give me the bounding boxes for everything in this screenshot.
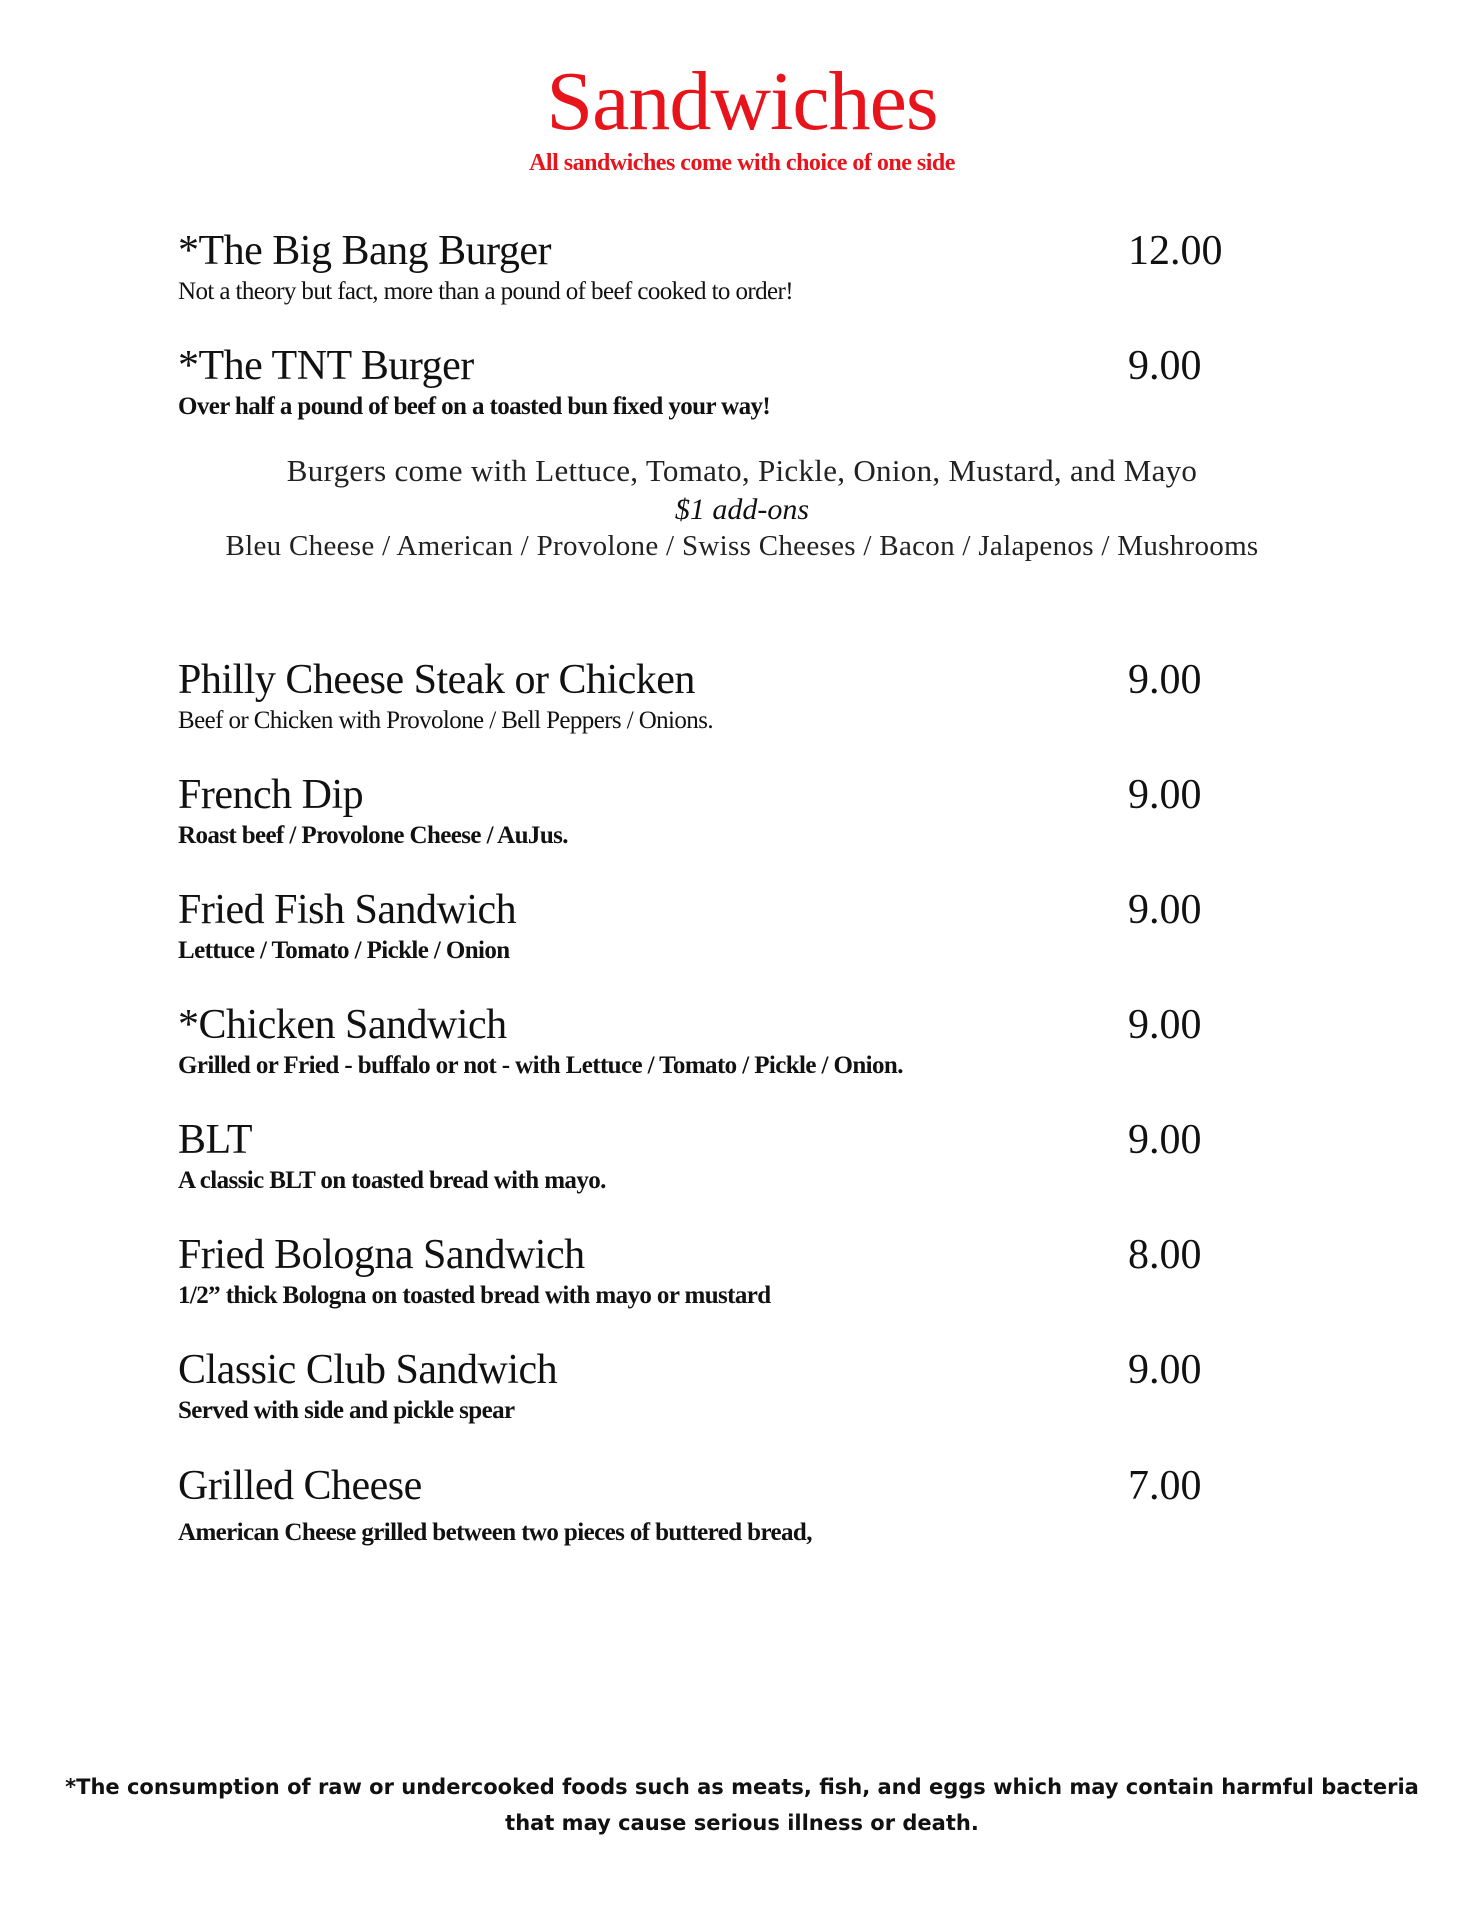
item-description: Not a theory but fact, more than a pound of beef cooked to order! (178, 278, 793, 306)
item-price: 9.00 (1128, 772, 1202, 818)
menu-item-fried-fish (178, 887, 1238, 968)
menu-item-fried-bologna (178, 1232, 1238, 1313)
menu-header (0, 55, 1484, 177)
item-name: Philly Cheese Steak or Chicken (178, 657, 695, 703)
item-name: *The Big Bang Burger (178, 228, 552, 274)
item-name: Fried Fish Sandwich (178, 887, 517, 933)
item-price: 12.00 (1128, 228, 1223, 274)
item-name: *Chicken Sandwich (178, 1002, 507, 1048)
item-price: 9.00 (1128, 1347, 1202, 1393)
page-title: Sandwiches (546, 55, 938, 148)
item-description: Over half a pound of beef on a toasted bun fixed your way! (178, 393, 771, 421)
item-name: BLT (178, 1117, 252, 1163)
item-description: Served with side and pickle spear (178, 1397, 515, 1425)
item-name: Fried Bologna Sandwich (178, 1232, 585, 1278)
menu-item-tnt-burger (178, 343, 1238, 424)
disclaimer-line-2: that may cause serious illness or death. (505, 1810, 979, 1835)
item-price: 8.00 (1128, 1232, 1202, 1278)
item-name: Classic Club Sandwich (178, 1347, 558, 1393)
burger-toppings: Burgers come with Lettuce, Tomato, Pickle, Onion, Mustard, and Mayo (286, 453, 1198, 488)
menu-item-chicken-sandwich (178, 1002, 1238, 1083)
item-description: Beef or Chicken with Provolone / Bell Peppers / Onions. (178, 707, 713, 735)
disclaimer-line-1: *The consumption of raw or undercooked foods such as meats, fish, and eggs which may contain harmful bacteria (65, 1775, 1419, 1799)
page-subtitle: All sandwiches come with choice of one side (529, 150, 955, 176)
item-description: Roast beef / Provolone Cheese / AuJus. (178, 822, 568, 850)
consumption-disclaimer (0, 1770, 1484, 1841)
item-name: French Dip (178, 772, 364, 818)
menu-item-grilled-cheese (178, 1463, 1238, 1550)
item-description: Lettuce / Tomato / Pickle / Onion (178, 937, 510, 965)
item-description: American Cheese grilled between two pieces of buttered bread, (178, 1519, 812, 1547)
item-description: Grilled or Fried - buffalo or not - with Lettuce / Tomato / Pickle / Onion. (178, 1052, 903, 1080)
item-price: 9.00 (1128, 657, 1202, 703)
item-name: *The TNT Burger (178, 343, 474, 389)
item-price: 9.00 (1128, 1117, 1202, 1163)
item-description: A classic BLT on toasted bread with mayo. (178, 1167, 606, 1195)
burger-info (0, 452, 1484, 566)
item-price: 9.00 (1128, 887, 1202, 933)
menu-item-big-bang-burger (178, 228, 1238, 309)
item-description: 1/2” thick Bologna on toasted bread with mayo or mustard (178, 1282, 771, 1310)
item-price: 9.00 (1128, 1002, 1202, 1048)
menu-item-philly (178, 657, 1238, 738)
item-name: Grilled Cheese (178, 1463, 422, 1509)
menu-item-club-sandwich (178, 1347, 1238, 1428)
addons-list: Bleu Cheese / American / Provolone / Swiss Cheeses / Bacon / Jalapenos / Mushrooms (225, 530, 1259, 563)
menu-item-blt (178, 1117, 1238, 1198)
addons-title: $1 add-ons (674, 492, 810, 526)
item-price: 7.00 (1128, 1463, 1202, 1509)
item-price: 9.00 (1128, 343, 1202, 389)
menu-item-french-dip (178, 772, 1238, 853)
